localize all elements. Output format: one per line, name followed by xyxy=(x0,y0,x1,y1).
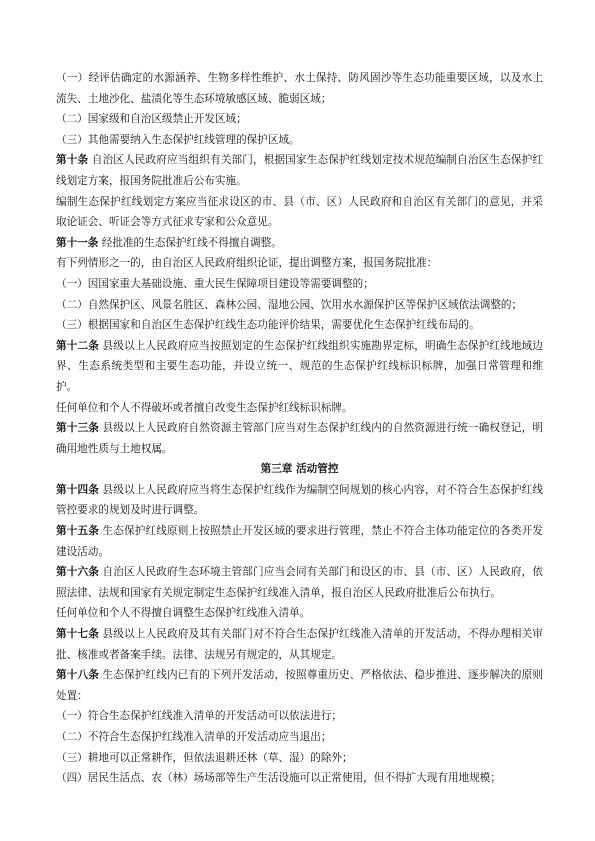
paragraph-text: （三）根据国家和自治区生态保护红线生态功能评价结果，需要优化生态保护红线布局的。 xyxy=(56,319,480,332)
paragraph-text: 县级以上人民政府应当将生态保护红线作为编制空间规划的核心内容，对不符合生态保护红线管控要求的规划及时进行调整。 xyxy=(56,483,544,517)
paragraph-text: 经批准的生态保护红线不得擅自调整。 xyxy=(101,236,282,249)
paragraph-text: （四）居民生活点、农（林）场场部等生产生活设施可以正常使用，但不得扩大现有用地规模； xyxy=(56,772,501,785)
paragraph-text: 生态保护红线原则上按照禁止开发区域的要求进行管理，禁止不符合主体功能定位的各类开发建设活动。 xyxy=(56,525,544,558)
article-paragraph xyxy=(56,480,543,521)
body-paragraph xyxy=(56,295,543,316)
body-paragraph xyxy=(56,274,543,295)
article-paragraph xyxy=(56,521,543,562)
chapter-heading: 第三章 活动管控 xyxy=(260,463,339,476)
body-paragraph xyxy=(56,748,543,769)
body-paragraph xyxy=(56,109,543,130)
article-paragraph xyxy=(56,418,543,459)
article-number: 第十五条 xyxy=(56,525,99,538)
body-paragraph xyxy=(56,253,543,274)
paragraph-text: 编制生态保护红线划定方案应当征求设区的市、县（市、区）人民政府和自治区有关部门的意见，并采取论证会、听证会等方式征求专家和公众意见。 xyxy=(56,195,543,229)
article-number: 第十八条 xyxy=(56,669,99,682)
paragraph-text: 自治区人民政府生态环境主管部门应当会同有关部门和设区的市、县（市、区）人民政府，依照法律、法规和国家有关规定制定生态保护红线准入清单，报自治区人民政府批准后公布执行。 xyxy=(56,566,544,599)
paragraph-text: 县级以上人民政府自然资源主管部门应当对生态保护红线内的自然资源进行统一确权登记，明确用地性质与土地权属。 xyxy=(56,422,544,455)
body-paragraph xyxy=(56,130,543,151)
article-paragraph xyxy=(56,624,543,665)
article-paragraph xyxy=(56,336,543,398)
paragraph-text: （一）经评估确定的水源涵养、生物多样性维护、水土保持、防风固沙等生态功能重要区域，以及水土流失、土地沙化、盐渍化等生态环境敏感区域、脆弱区域； xyxy=(56,72,543,105)
article-paragraph xyxy=(56,150,543,191)
article-number: 第十条 xyxy=(56,154,89,167)
body-paragraph xyxy=(56,68,543,109)
paragraph-text: 县级以上人民政府及其有关部门对不符合生态保护红线准入清单的开发活动，不得办理相关审批、核准或者备案手续。法律、法规另有规定的，从其规定。 xyxy=(56,628,544,661)
paragraph-text: 县级以上人民政府应当按照划定的生态保护红线组织实施勘界定标，明确生态保护红线地域边界、生态系统类型和主要生态功能，并设立统一、规范的生态保护红线标识标牌，加强日常管理和维护。 xyxy=(56,339,544,393)
body-paragraph xyxy=(56,192,543,233)
paragraph-text: （三）耕地可以正常耕作，但依法退耕还林（草、湿）的除外； xyxy=(56,751,353,764)
article-number: 第十一条 xyxy=(56,236,99,249)
body-paragraph xyxy=(56,603,543,624)
paragraph-text: 任何单位和个人不得擅自调整生态保护红线准入清单。 xyxy=(56,607,311,620)
article-number: 第十六条 xyxy=(56,566,99,579)
paragraph-text: （二）不符合生态保护红线准入清单的开发活动应当退出； xyxy=(56,731,332,743)
paragraph-text: 自治区人民政府应当组织有关部门，根据国家生态保护红线划定技术规范编制自治区生态保护红线划定方案，报国务院批准后公布实施。 xyxy=(56,154,544,187)
paragraph-text: 生态保护红线内已有的下列开发活动，按照尊重历史、严格依法、稳步推进、逐步解决的原则处置： xyxy=(56,669,544,702)
body-paragraph xyxy=(56,768,543,789)
article-paragraph xyxy=(56,233,543,254)
paragraph-text: （一）符合生态保护红线准入清单的开发活动可以依法进行； xyxy=(56,710,343,723)
paragraph-text: （一）因国家重大基础设施、重大民生保障项目建设等需要调整的； xyxy=(56,277,374,290)
paragraph-text: 任何单位和个人不得破坏或者擅自改变生态保护红线标识标牌。 xyxy=(56,401,353,414)
paragraph-text: （二）国家级和自治区级禁止开发区域； xyxy=(56,113,247,126)
body-paragraph xyxy=(56,315,543,336)
body-paragraph xyxy=(56,727,543,748)
paragraph-text: （三）其他需要纳入生态保护红线管理的保护区域。 xyxy=(56,133,300,146)
paragraph-text: （二）自然保护区、风景名胜区、森林公园、湿地公园、饮用水水源保护区等保护区域依法调整的； xyxy=(56,298,523,311)
body-paragraph xyxy=(56,398,543,419)
article-paragraph xyxy=(56,665,543,706)
article-number: 第十二条 xyxy=(56,339,99,352)
article-paragraph xyxy=(56,562,543,603)
article-number: 第十三条 xyxy=(56,422,99,435)
body-paragraph xyxy=(56,706,543,727)
article-number: 第十七条 xyxy=(56,628,99,641)
paragraph-text: 有下列情形之一的，由自治区人民政府组织论证，提出调整方案，报国务院批准： xyxy=(56,257,438,270)
article-number: 第十四条 xyxy=(56,483,99,496)
